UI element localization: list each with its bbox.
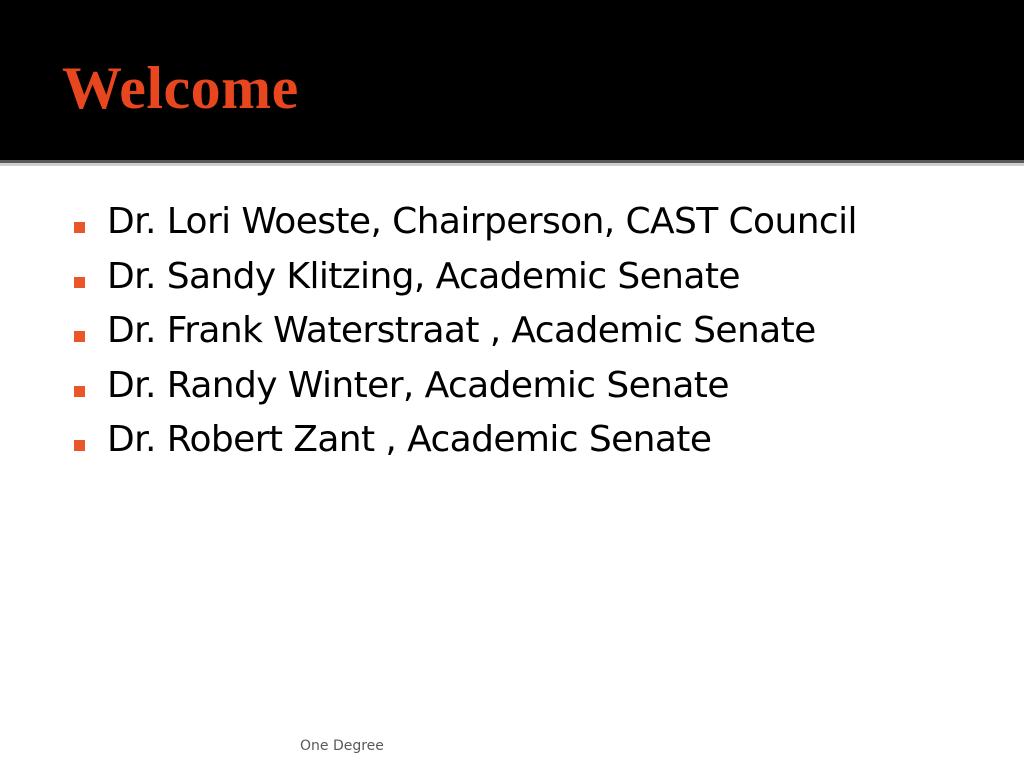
- bullet-text: Dr. Randy Winter, Academic Senate: [107, 364, 729, 406]
- title-divider-light: [0, 163, 1024, 166]
- square-bullet-icon: [74, 386, 85, 397]
- bullet-text: Dr. Robert Zant , Academic Senate: [107, 419, 712, 460]
- bullet-list: [74, 201, 857, 484]
- bullet-text: Dr. Lori Woeste, Chairperson, CAST Council: [107, 201, 857, 242]
- bullet-text: Dr. Sandy Klitzing, Academic Senate: [107, 255, 740, 297]
- bullet-text: Dr. Frank Waterstraat , Academic Senate: [107, 310, 816, 351]
- slide-footer: One Degree: [300, 738, 384, 754]
- slide-title: Welcome: [62, 55, 299, 121]
- list-item: [74, 419, 857, 484]
- square-bullet-icon: [74, 222, 85, 233]
- square-bullet-icon: [74, 277, 85, 288]
- square-bullet-icon: [74, 331, 85, 342]
- square-bullet-icon: [74, 440, 85, 451]
